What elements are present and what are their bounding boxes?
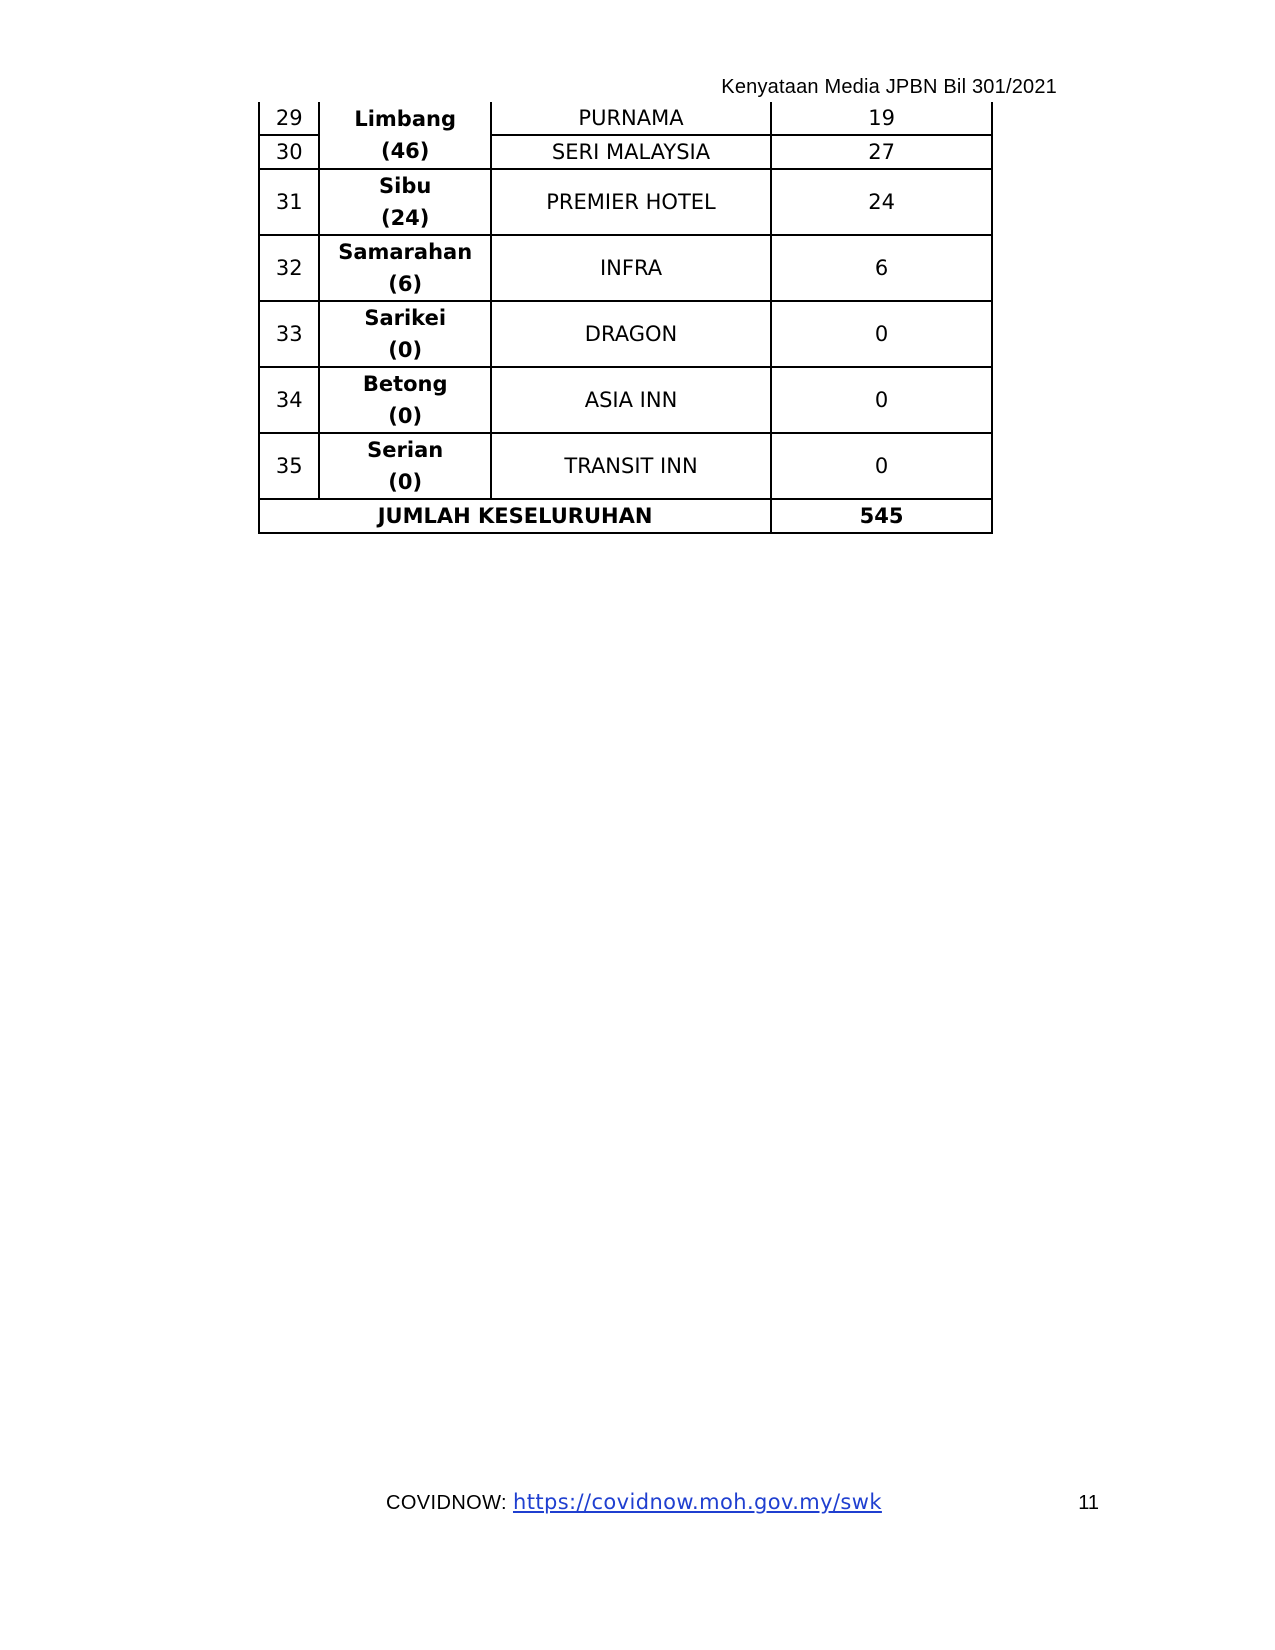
total-label: JUMLAH KESELURUHAN — [259, 499, 771, 533]
table-row — [259, 169, 992, 235]
case-count: 24 — [771, 169, 992, 235]
case-count: 19 — [771, 102, 992, 135]
hotel-name: DRAGON — [491, 301, 771, 367]
covidnow-link[interactable]: https://covidnow.moh.gov.my/swk — [512, 1490, 882, 1514]
district-count: (24) — [380, 206, 430, 230]
document-reference: Kenyataan Media JPBN Bil 301/2021 — [721, 76, 1057, 98]
district-count: (6) — [388, 272, 423, 296]
district-cell — [319, 102, 490, 169]
district-cell — [319, 433, 490, 499]
row-number: 33 — [259, 301, 319, 367]
footer-label: COVIDNOW: — [386, 1492, 508, 1514]
district-count: (0) — [388, 338, 423, 362]
district-name: Sibu — [379, 174, 432, 198]
district-cell — [319, 301, 490, 367]
district-name: Betong — [362, 372, 448, 396]
hotel-name: ASIA INN — [491, 367, 771, 433]
case-count: 0 — [771, 301, 992, 367]
quarantine-hotel-table — [258, 102, 993, 534]
case-count: 0 — [771, 433, 992, 499]
district-cell — [319, 169, 490, 235]
row-number: 30 — [259, 135, 319, 169]
row-number: 34 — [259, 367, 319, 433]
hotel-name: TRANSIT INN — [491, 433, 771, 499]
row-number: 35 — [259, 433, 319, 499]
row-number: 31 — [259, 169, 319, 235]
district-count: (0) — [388, 404, 423, 428]
hotel-name: PREMIER HOTEL — [491, 169, 771, 235]
hotel-name: PURNAMA — [491, 102, 771, 135]
district-name: Serian — [367, 438, 444, 462]
total-row — [259, 499, 992, 533]
case-count: 0 — [771, 367, 992, 433]
table-row — [259, 301, 992, 367]
district-name: Limbang — [354, 107, 456, 131]
table-row — [259, 102, 992, 135]
table-row — [259, 367, 992, 433]
footer — [386, 1490, 882, 1515]
district-count: (46) — [380, 139, 430, 163]
district-cell — [319, 235, 490, 301]
case-count: 27 — [771, 135, 992, 169]
table-row — [259, 235, 992, 301]
district-name: Sarikei — [364, 306, 447, 330]
table-row — [259, 433, 992, 499]
district-name: Samarahan — [338, 240, 473, 264]
row-number: 32 — [259, 235, 319, 301]
district-cell — [319, 367, 490, 433]
page-number: 11 — [1078, 1492, 1099, 1514]
total-value: 545 — [771, 499, 992, 533]
hotel-name: SERI MALAYSIA — [491, 135, 771, 169]
district-count: (0) — [388, 470, 423, 494]
row-number: 29 — [259, 102, 319, 135]
case-count: 6 — [771, 235, 992, 301]
hotel-name: INFRA — [491, 235, 771, 301]
